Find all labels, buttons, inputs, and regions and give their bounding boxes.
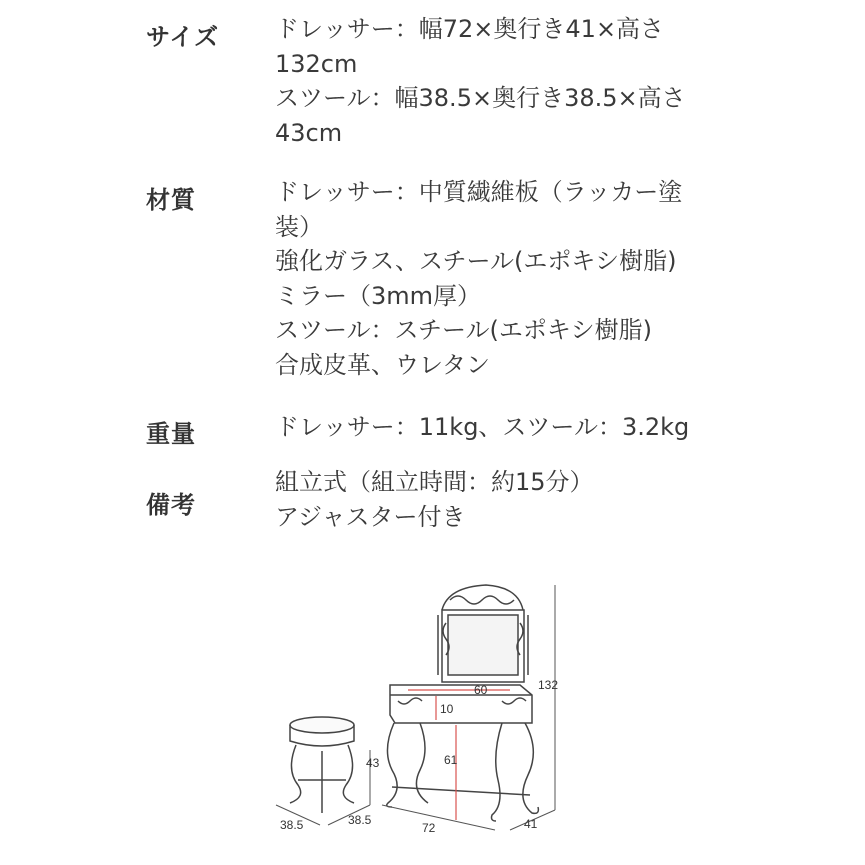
dresser-illustration	[290, 585, 538, 821]
dim-stool-w2-label: 38.5	[348, 813, 372, 827]
spec-line: ドレッサー：11kg、スツール：3.2kg	[275, 413, 690, 441]
spec-line: 強化ガラス、スチール(エポキシ樹脂)	[275, 247, 677, 275]
dimension-lines-red	[408, 690, 510, 820]
spec-line: 合成皮革、ウレタン	[275, 350, 491, 379]
dim-drawer-width-label: 60	[474, 683, 488, 697]
spec-line: 43cm	[275, 118, 343, 147]
dimension-diagram	[270, 575, 580, 840]
leg-stretcher	[392, 787, 530, 795]
spec-line: スツール：幅38.5×奥行き38.5×高さ	[275, 84, 686, 112]
stool-leg-right	[343, 745, 354, 803]
stool-leg-left	[290, 745, 301, 803]
mirror-glass	[448, 615, 518, 675]
front-left-leg	[387, 723, 397, 807]
dim-drawer-height-label: 10	[440, 702, 454, 716]
dim-stool-height-label: 43	[366, 756, 380, 770]
mirror-scroll	[450, 596, 514, 604]
stool-seat	[290, 717, 354, 733]
dim-width-label: 72	[422, 821, 436, 835]
dim-height-label: 132	[538, 678, 559, 692]
spec-line: スツール：スチール(エポキシ樹脂)	[275, 316, 653, 344]
spec-value-notes	[275, 465, 594, 534]
spec-label-size: サイズ	[146, 23, 220, 51]
spec-line: アジャスター付き	[275, 502, 466, 531]
spec-line: ドレッサー：中質繊維板（ラッカー塗	[275, 178, 683, 206]
spec-value-size	[275, 12, 686, 150]
dim-leg-height-label: 61	[444, 753, 458, 767]
spec-line: 装）	[275, 212, 323, 241]
spec-line: ドレッサー：幅72×奥行き41×高さ	[275, 15, 665, 43]
spec-value-weight	[275, 410, 689, 445]
dim-width-line	[382, 805, 495, 830]
right-leg	[523, 723, 539, 813]
spec-label-weight: 重量	[146, 420, 196, 448]
front-middle-leg	[416, 723, 428, 803]
spec-line: ミラー（3mm厚）	[275, 281, 482, 310]
spec-label-notes: 備考	[146, 491, 196, 519]
dim-depth-label: 41	[524, 817, 538, 831]
spec-value-material	[275, 175, 682, 382]
spec-line: 組立式（組立時間：約15分）	[275, 468, 594, 496]
drawer-scroll	[398, 698, 526, 704]
spec-label-material: 材質	[146, 186, 196, 214]
spec-line: 132cm	[275, 49, 358, 78]
dim-stool-w1-label: 38.5	[280, 818, 304, 832]
back-leg	[492, 723, 503, 821]
